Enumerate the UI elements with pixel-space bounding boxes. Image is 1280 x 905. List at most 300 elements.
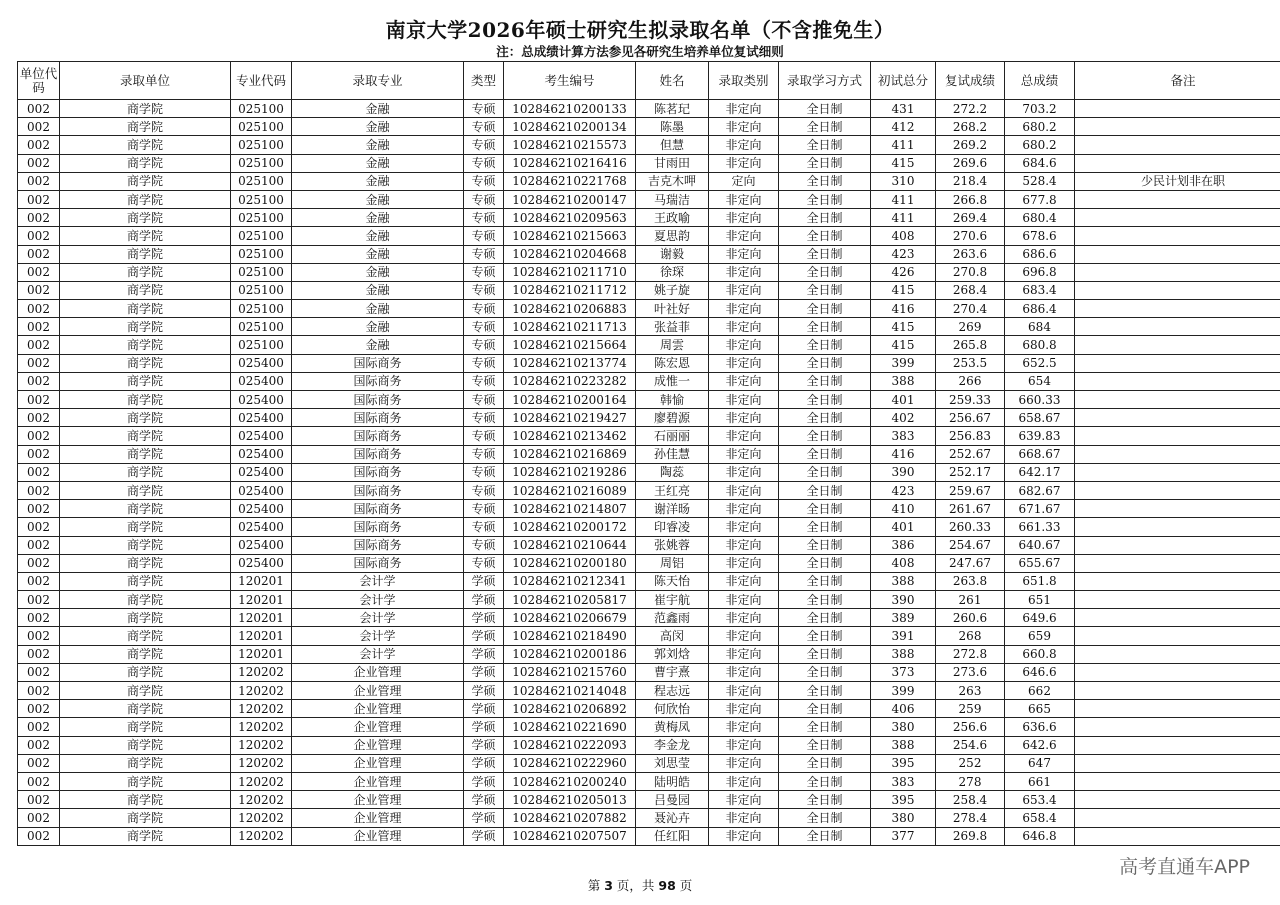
table-row [18, 718, 1280, 736]
cell-study-mode: 全日制 [779, 500, 871, 518]
cell-admission-category: 非定向 [709, 700, 779, 718]
cell-unit-code: 002 [18, 772, 60, 790]
cell-total-score: 654 [1005, 372, 1075, 390]
cell-total-score: 651 [1005, 591, 1075, 609]
cell-admission-category: 非定向 [709, 100, 779, 118]
cell-remarks [1075, 809, 1280, 827]
cell-study-mode: 全日制 [779, 736, 871, 754]
cell-name: 周铝 [636, 554, 709, 572]
header-major-code: 专业代码 [231, 62, 292, 100]
cell-prelim-score: 310 [871, 172, 936, 190]
cell-study-mode: 全日制 [779, 372, 871, 390]
cell-prelim-score: 410 [871, 500, 936, 518]
cell-unit-code: 002 [18, 809, 60, 827]
cell-retest-score: 260.33 [936, 518, 1005, 536]
cell-major-code: 120201 [231, 627, 292, 645]
cell-admission-category: 非定向 [709, 118, 779, 136]
cell-total-score: 668.67 [1005, 445, 1075, 463]
cell-admission-category: 非定向 [709, 281, 779, 299]
cell-candidate-id: 102846210219286 [504, 463, 636, 481]
cell-admission-category: 非定向 [709, 300, 779, 318]
cell-admitted-major: 金融 [292, 336, 464, 354]
cell-unit-code: 002 [18, 227, 60, 245]
cell-degree-type: 专硕 [464, 263, 504, 281]
cell-total-score: 642.6 [1005, 736, 1075, 754]
cell-admission-category: 非定向 [709, 445, 779, 463]
table-row [18, 772, 1280, 790]
cell-prelim-score: 399 [871, 354, 936, 372]
cell-study-mode: 全日制 [779, 772, 871, 790]
cell-remarks [1075, 354, 1280, 372]
cell-retest-score: 270.6 [936, 227, 1005, 245]
cell-prelim-score: 416 [871, 445, 936, 463]
cell-admitted-major: 金融 [292, 263, 464, 281]
cell-admission-category: 非定向 [709, 372, 779, 390]
cell-retest-score: 270.8 [936, 263, 1005, 281]
cell-name: 何欣怡 [636, 700, 709, 718]
cell-name: 张益菲 [636, 318, 709, 336]
cell-study-mode: 全日制 [779, 518, 871, 536]
page-suffix: 页 [675, 878, 693, 893]
cell-admitted-major: 金融 [292, 100, 464, 118]
cell-degree-type: 专硕 [464, 318, 504, 336]
cell-admitting-unit: 商学院 [60, 609, 231, 627]
table-row [18, 391, 1280, 409]
cell-total-score: 671.67 [1005, 500, 1075, 518]
cell-prelim-score: 377 [871, 827, 936, 845]
cell-retest-score: 269.2 [936, 136, 1005, 154]
cell-study-mode: 全日制 [779, 827, 871, 845]
cell-major-code: 120201 [231, 645, 292, 663]
cell-major-code: 025100 [231, 227, 292, 245]
header-admission-category: 录取类别 [709, 62, 779, 100]
cell-total-score: 703.2 [1005, 100, 1075, 118]
table-row [18, 154, 1280, 172]
cell-study-mode: 全日制 [779, 645, 871, 663]
cell-prelim-score: 395 [871, 791, 936, 809]
cell-admission-category: 非定向 [709, 645, 779, 663]
cell-name: 张姚蓉 [636, 536, 709, 554]
cell-admission-category: 非定向 [709, 772, 779, 790]
cell-degree-type: 专硕 [464, 554, 504, 572]
table-row [18, 609, 1280, 627]
cell-prelim-score: 388 [871, 572, 936, 590]
table-body [18, 100, 1280, 846]
cell-admitted-major: 会计学 [292, 609, 464, 627]
cell-admission-category: 非定向 [709, 391, 779, 409]
cell-unit-code: 002 [18, 209, 60, 227]
cell-unit-code: 002 [18, 572, 60, 590]
cell-admitting-unit: 商学院 [60, 663, 231, 681]
cell-name: 吉克木呷 [636, 172, 709, 190]
cell-retest-score: 252.17 [936, 463, 1005, 481]
cell-unit-code: 002 [18, 609, 60, 627]
cell-admission-category: 非定向 [709, 463, 779, 481]
header-name: 姓名 [636, 62, 709, 100]
cell-degree-type: 学硕 [464, 645, 504, 663]
cell-name: 崔宇航 [636, 591, 709, 609]
cell-admission-category: 非定向 [709, 136, 779, 154]
cell-major-code: 025400 [231, 463, 292, 481]
page-current: 3 [604, 878, 613, 893]
cell-admitting-unit: 商学院 [60, 481, 231, 499]
cell-study-mode: 全日制 [779, 627, 871, 645]
document-note: 注：总成绩计算方法参见各研究生培养单位复试细则 [496, 44, 784, 59]
cell-total-score: 678.6 [1005, 227, 1075, 245]
cell-degree-type: 专硕 [464, 136, 504, 154]
cell-name: 周雲 [636, 336, 709, 354]
table-row [18, 372, 1280, 390]
cell-retest-score: 259.67 [936, 481, 1005, 499]
cell-prelim-score: 399 [871, 682, 936, 700]
cell-retest-score: 254.6 [936, 736, 1005, 754]
cell-retest-score: 269.8 [936, 827, 1005, 845]
cell-admitting-unit: 商学院 [60, 318, 231, 336]
cell-total-score: 665 [1005, 700, 1075, 718]
cell-major-code: 025100 [231, 245, 292, 263]
cell-admitted-major: 金融 [292, 318, 464, 336]
cell-admitted-major: 国际商务 [292, 554, 464, 572]
header-candidate-id: 考生编号 [504, 62, 636, 100]
cell-degree-type: 学硕 [464, 791, 504, 809]
cell-admitting-unit: 商学院 [60, 336, 231, 354]
cell-name: 陆明皓 [636, 772, 709, 790]
cell-candidate-id: 102846210213774 [504, 354, 636, 372]
cell-retest-score: 266.8 [936, 190, 1005, 208]
cell-admitted-major: 企业管理 [292, 736, 464, 754]
cell-total-score: 640.67 [1005, 536, 1075, 554]
cell-total-score: 655.67 [1005, 554, 1075, 572]
cell-admission-category: 非定向 [709, 409, 779, 427]
cell-unit-code: 002 [18, 318, 60, 336]
cell-degree-type: 学硕 [464, 718, 504, 736]
cell-candidate-id: 102846210200240 [504, 772, 636, 790]
cell-prelim-score: 380 [871, 809, 936, 827]
cell-unit-code: 002 [18, 354, 60, 372]
cell-admitted-major: 国际商务 [292, 518, 464, 536]
cell-prelim-score: 388 [871, 372, 936, 390]
cell-study-mode: 全日制 [779, 300, 871, 318]
cell-retest-score: 269.6 [936, 154, 1005, 172]
cell-candidate-id: 102846210205013 [504, 791, 636, 809]
cell-candidate-id: 102846210211710 [504, 263, 636, 281]
cell-admitting-unit: 商学院 [60, 627, 231, 645]
cell-candidate-id: 102846210209563 [504, 209, 636, 227]
cell-degree-type: 专硕 [464, 372, 504, 390]
table-row [18, 336, 1280, 354]
cell-degree-type: 专硕 [464, 336, 504, 354]
cell-retest-score: 261 [936, 591, 1005, 609]
cell-admitted-major: 国际商务 [292, 445, 464, 463]
cell-name: 曹宇熹 [636, 663, 709, 681]
cell-total-score: 639.83 [1005, 427, 1075, 445]
cell-name: 程志远 [636, 682, 709, 700]
cell-major-code: 025100 [231, 100, 292, 118]
cell-admitting-unit: 商学院 [60, 154, 231, 172]
cell-degree-type: 学硕 [464, 736, 504, 754]
cell-admission-category: 非定向 [709, 190, 779, 208]
cell-unit-code: 002 [18, 100, 60, 118]
cell-unit-code: 002 [18, 172, 60, 190]
cell-prelim-score: 383 [871, 427, 936, 445]
cell-admission-category: 非定向 [709, 663, 779, 681]
cell-admitted-major: 国际商务 [292, 463, 464, 481]
cell-prelim-score: 388 [871, 645, 936, 663]
cell-major-code: 025400 [231, 500, 292, 518]
cell-total-score: 658.67 [1005, 409, 1075, 427]
cell-total-score: 677.8 [1005, 190, 1075, 208]
cell-admitting-unit: 商学院 [60, 463, 231, 481]
cell-remarks [1075, 609, 1280, 627]
cell-admitting-unit: 商学院 [60, 100, 231, 118]
cell-admission-category: 非定向 [709, 318, 779, 336]
cell-admitted-major: 会计学 [292, 627, 464, 645]
table-row [18, 809, 1280, 827]
cell-study-mode: 全日制 [779, 336, 871, 354]
cell-prelim-score: 415 [871, 336, 936, 354]
cell-name: 叶社好 [636, 300, 709, 318]
cell-candidate-id: 102846210214048 [504, 682, 636, 700]
cell-remarks [1075, 754, 1280, 772]
cell-degree-type: 专硕 [464, 118, 504, 136]
cell-study-mode: 全日制 [779, 572, 871, 590]
cell-admitted-major: 金融 [292, 300, 464, 318]
cell-retest-score: 247.67 [936, 554, 1005, 572]
cell-admitted-major: 金融 [292, 172, 464, 190]
cell-prelim-score: 390 [871, 463, 936, 481]
cell-admitted-major: 金融 [292, 281, 464, 299]
cell-retest-score: 269 [936, 318, 1005, 336]
cell-name: 马瑞洁 [636, 190, 709, 208]
cell-prelim-score: 402 [871, 409, 936, 427]
cell-major-code: 120202 [231, 754, 292, 772]
cell-study-mode: 全日制 [779, 318, 871, 336]
cell-remarks [1075, 682, 1280, 700]
cell-major-code: 025100 [231, 281, 292, 299]
cell-admission-category: 非定向 [709, 263, 779, 281]
cell-remarks [1075, 700, 1280, 718]
cell-total-score: 528.4 [1005, 172, 1075, 190]
cell-degree-type: 专硕 [464, 518, 504, 536]
table-row [18, 554, 1280, 572]
cell-remarks [1075, 536, 1280, 554]
cell-candidate-id: 102846210200147 [504, 190, 636, 208]
cell-admission-category: 非定向 [709, 354, 779, 372]
cell-remarks [1075, 136, 1280, 154]
cell-major-code: 120202 [231, 772, 292, 790]
cell-major-code: 025100 [231, 209, 292, 227]
cell-unit-code: 002 [18, 518, 60, 536]
cell-remarks: 少民计划非在职 [1075, 172, 1280, 190]
cell-admitted-major: 国际商务 [292, 354, 464, 372]
cell-name: 吕曼园 [636, 791, 709, 809]
cell-prelim-score: 401 [871, 518, 936, 536]
cell-admission-category: 非定向 [709, 754, 779, 772]
header-admitting-unit: 录取单位 [60, 62, 231, 100]
cell-unit-code: 002 [18, 591, 60, 609]
cell-retest-score: 263.8 [936, 572, 1005, 590]
cell-prelim-score: 390 [871, 591, 936, 609]
cell-retest-score: 256.83 [936, 427, 1005, 445]
cell-remarks [1075, 209, 1280, 227]
cell-study-mode: 全日制 [779, 791, 871, 809]
cell-admitting-unit: 商学院 [60, 518, 231, 536]
cell-retest-score: 263.6 [936, 245, 1005, 263]
cell-unit-code: 002 [18, 263, 60, 281]
cell-unit-code: 002 [18, 463, 60, 481]
cell-total-score: 680.2 [1005, 118, 1075, 136]
cell-retest-score: 278.4 [936, 809, 1005, 827]
cell-candidate-id: 102846210223282 [504, 372, 636, 390]
cell-unit-code: 002 [18, 682, 60, 700]
cell-study-mode: 全日制 [779, 118, 871, 136]
cell-candidate-id: 102846210211713 [504, 318, 636, 336]
cell-study-mode: 全日制 [779, 100, 871, 118]
cell-candidate-id: 102846210200180 [504, 554, 636, 572]
table-row [18, 827, 1280, 845]
cell-unit-code: 002 [18, 500, 60, 518]
cell-remarks [1075, 227, 1280, 245]
cell-remarks [1075, 554, 1280, 572]
table-row [18, 463, 1280, 481]
cell-total-score: 660.33 [1005, 391, 1075, 409]
cell-major-code: 025100 [231, 300, 292, 318]
cell-retest-score: 218.4 [936, 172, 1005, 190]
cell-retest-score: 263 [936, 682, 1005, 700]
cell-total-score: 686.4 [1005, 300, 1075, 318]
cell-major-code: 120202 [231, 663, 292, 681]
cell-retest-score: 272.2 [936, 100, 1005, 118]
cell-admitted-major: 金融 [292, 245, 464, 263]
cell-admission-category: 非定向 [709, 572, 779, 590]
cell-study-mode: 全日制 [779, 481, 871, 499]
cell-admission-category: 非定向 [709, 481, 779, 499]
cell-admitted-major: 会计学 [292, 572, 464, 590]
table-row [18, 136, 1280, 154]
header-degree-type: 类型 [464, 62, 504, 100]
cell-study-mode: 全日制 [779, 172, 871, 190]
cell-retest-score: 268 [936, 627, 1005, 645]
cell-degree-type: 学硕 [464, 772, 504, 790]
cell-name: 王红亮 [636, 481, 709, 499]
cell-degree-type: 学硕 [464, 572, 504, 590]
cell-study-mode: 全日制 [779, 591, 871, 609]
cell-candidate-id: 102846210212341 [504, 572, 636, 590]
cell-total-score: 653.4 [1005, 791, 1075, 809]
cell-admitting-unit: 商学院 [60, 354, 231, 372]
cell-total-score: 647 [1005, 754, 1075, 772]
cell-admitted-major: 企业管理 [292, 827, 464, 845]
cell-candidate-id: 102846210222093 [504, 736, 636, 754]
cell-admitting-unit: 商学院 [60, 245, 231, 263]
cell-candidate-id: 102846210215664 [504, 336, 636, 354]
cell-admitted-major: 国际商务 [292, 372, 464, 390]
cell-remarks [1075, 463, 1280, 481]
cell-study-mode: 全日制 [779, 391, 871, 409]
cell-unit-code: 002 [18, 791, 60, 809]
cell-total-score: 682.67 [1005, 481, 1075, 499]
cell-candidate-id: 102846210207507 [504, 827, 636, 845]
cell-prelim-score: 395 [871, 754, 936, 772]
cell-retest-score: 273.6 [936, 663, 1005, 681]
cell-study-mode: 全日制 [779, 209, 871, 227]
cell-study-mode: 全日制 [779, 609, 871, 627]
cell-total-score: 662 [1005, 682, 1075, 700]
cell-remarks [1075, 245, 1280, 263]
cell-total-score: 646.8 [1005, 827, 1075, 845]
cell-remarks [1075, 336, 1280, 354]
cell-study-mode: 全日制 [779, 409, 871, 427]
cell-remarks [1075, 481, 1280, 499]
cell-remarks [1075, 572, 1280, 590]
cell-admitting-unit: 商学院 [60, 427, 231, 445]
cell-unit-code: 002 [18, 300, 60, 318]
table-row [18, 572, 1280, 590]
cell-candidate-id: 102846210200172 [504, 518, 636, 536]
cell-remarks [1075, 718, 1280, 736]
cell-name: 王政喻 [636, 209, 709, 227]
cell-candidate-id: 102846210200133 [504, 100, 636, 118]
cell-prelim-score: 411 [871, 136, 936, 154]
cell-admission-category: 非定向 [709, 718, 779, 736]
cell-degree-type: 专硕 [464, 154, 504, 172]
cell-name: 谢毅 [636, 245, 709, 263]
table-row [18, 227, 1280, 245]
cell-admitting-unit: 商学院 [60, 536, 231, 554]
cell-prelim-score: 411 [871, 209, 936, 227]
watermark-text: 高考直通车APP [1119, 856, 1250, 878]
cell-admission-category: 非定向 [709, 227, 779, 245]
table-row [18, 736, 1280, 754]
header-total-score: 总成绩 [1005, 62, 1075, 100]
cell-study-mode: 全日制 [779, 554, 871, 572]
cell-remarks [1075, 627, 1280, 645]
cell-prelim-score: 391 [871, 627, 936, 645]
cell-total-score: 649.6 [1005, 609, 1075, 627]
cell-name: 范鑫雨 [636, 609, 709, 627]
cell-admitting-unit: 商学院 [60, 772, 231, 790]
cell-remarks [1075, 645, 1280, 663]
cell-major-code: 025400 [231, 445, 292, 463]
cell-remarks [1075, 154, 1280, 172]
cell-candidate-id: 102846210214807 [504, 500, 636, 518]
page-middle: 页，共 [612, 878, 659, 893]
cell-study-mode: 全日制 [779, 718, 871, 736]
cell-admitting-unit: 商学院 [60, 136, 231, 154]
cell-major-code: 025400 [231, 372, 292, 390]
cell-major-code: 120202 [231, 736, 292, 754]
cell-admission-category: 非定向 [709, 627, 779, 645]
cell-remarks [1075, 318, 1280, 336]
table-row [18, 172, 1280, 190]
cell-admitted-major: 企业管理 [292, 663, 464, 681]
cell-study-mode: 全日制 [779, 682, 871, 700]
cell-admission-category: 非定向 [709, 791, 779, 809]
cell-retest-score: 259.33 [936, 391, 1005, 409]
cell-admitting-unit: 商学院 [60, 500, 231, 518]
cell-admitting-unit: 商学院 [60, 736, 231, 754]
cell-remarks [1075, 100, 1280, 118]
cell-study-mode: 全日制 [779, 136, 871, 154]
cell-remarks [1075, 118, 1280, 136]
cell-unit-code: 002 [18, 154, 60, 172]
cell-admitting-unit: 商学院 [60, 281, 231, 299]
cell-unit-code: 002 [18, 481, 60, 499]
cell-candidate-id: 102846210207882 [504, 809, 636, 827]
cell-retest-score: 268.4 [936, 281, 1005, 299]
cell-unit-code: 002 [18, 827, 60, 845]
cell-major-code: 120202 [231, 827, 292, 845]
